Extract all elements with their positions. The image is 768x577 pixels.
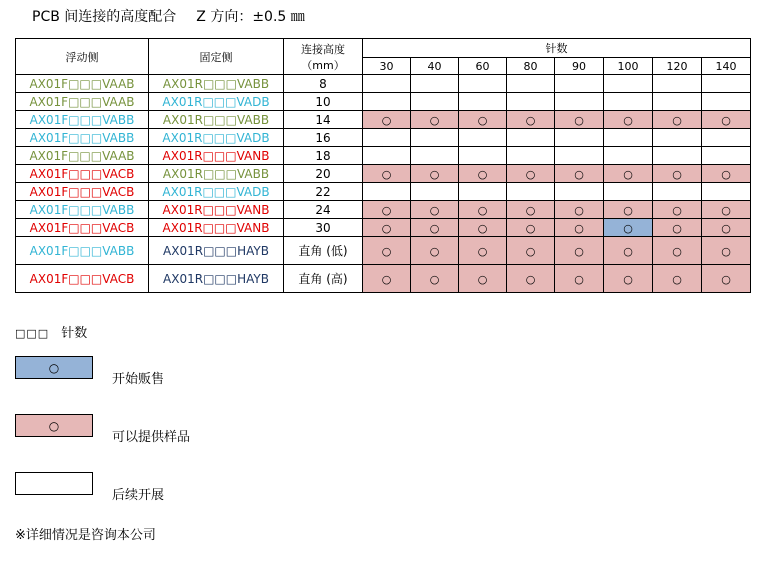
- page-title: [32, 6, 305, 26]
- availability-mark: ○: [381, 272, 392, 286]
- table-body: [16, 75, 751, 293]
- availability-mark: ○: [429, 272, 440, 286]
- pin-count-header: 40: [411, 58, 459, 75]
- availability-cell-sample: [604, 265, 653, 293]
- table-row: [16, 147, 751, 165]
- fixed-part-number: AX01R□□□VADB: [149, 183, 284, 201]
- height-matching-table: [15, 38, 751, 293]
- float-part-number: AX01F□□□VACB: [16, 165, 149, 183]
- availability-cell-empty: [411, 129, 459, 147]
- availability-cell-sample: [459, 111, 507, 129]
- availability-cell-empty: [604, 129, 653, 147]
- availability-cell-on-sale: [604, 219, 653, 237]
- availability-mark: ○: [623, 272, 633, 286]
- fixed-part-number: AX01R□□□VANB: [149, 147, 284, 165]
- availability-cell-empty: [459, 147, 507, 165]
- availability-mark: ○: [477, 113, 488, 127]
- table-row: [16, 165, 751, 183]
- float-part-number: AX01F□□□VABB: [16, 129, 149, 147]
- availability-mark: ○: [623, 113, 633, 127]
- fixed-part-number: AX01R□□□VANB: [149, 201, 284, 219]
- fixed-part-number: AX01R□□□HAYB: [149, 265, 284, 293]
- availability-mark: ○: [721, 272, 731, 286]
- availability-cell-sample: [653, 111, 702, 129]
- availability-mark: ○: [721, 203, 731, 217]
- availability-mark: ○: [672, 167, 682, 181]
- availability-cell-empty: [411, 147, 459, 165]
- availability-cell-empty: [411, 183, 459, 201]
- availability-mark: ○: [381, 203, 392, 217]
- connection-height: 14: [284, 111, 363, 129]
- availability-cell-empty: [653, 93, 702, 111]
- pin-count-header: 90: [555, 58, 604, 75]
- table-row: [16, 219, 751, 237]
- availability-mark: ○: [429, 203, 440, 217]
- availability-mark: ○: [721, 221, 731, 235]
- availability-cell-empty: [363, 183, 411, 201]
- title-main: PCB 间连接的高度配合: [32, 9, 177, 25]
- availability-cell-empty: [555, 75, 604, 93]
- table-row: [16, 111, 751, 129]
- availability-mark: ○: [721, 113, 731, 127]
- availability-cell-sample: [459, 237, 507, 265]
- availability-mark: ○: [477, 221, 488, 235]
- availability-cell-sample: [653, 237, 702, 265]
- availability-cell-sample: [411, 111, 459, 129]
- availability-mark: ○: [574, 203, 584, 217]
- availability-cell-sample: [604, 237, 653, 265]
- connection-height: 直角 (低): [284, 237, 363, 265]
- availability-cell-sample: [604, 111, 653, 129]
- availability-cell-empty: [459, 183, 507, 201]
- availability-mark: ○: [429, 167, 440, 181]
- availability-cell-sample: [702, 219, 751, 237]
- connection-height: 10: [284, 93, 363, 111]
- availability-mark: ○: [381, 113, 392, 127]
- availability-cell-sample: [555, 265, 604, 293]
- availability-mark: ○: [623, 244, 633, 258]
- availability-cell-empty: [555, 129, 604, 147]
- availability-mark: ○: [623, 203, 633, 217]
- availability-mark: ○: [574, 244, 584, 258]
- availability-cell-sample: [507, 165, 555, 183]
- availability-cell-sample: [604, 165, 653, 183]
- availability-cell-empty: [363, 75, 411, 93]
- availability-mark: ○: [381, 167, 392, 181]
- pin-count-header: 100: [604, 58, 653, 75]
- availability-cell-sample: [702, 165, 751, 183]
- fixed-part-number: AX01R□□□VABB: [149, 111, 284, 129]
- availability-mark: ○: [525, 221, 536, 235]
- availability-cell-sample: [507, 111, 555, 129]
- table-row: [16, 265, 751, 293]
- availability-cell-empty: [507, 183, 555, 201]
- table-row: [16, 201, 751, 219]
- availability-cell-sample: [702, 201, 751, 219]
- availability-mark: ○: [477, 244, 488, 258]
- availability-mark: ○: [721, 244, 731, 258]
- availability-cell-sample: [653, 201, 702, 219]
- connection-height: 20: [284, 165, 363, 183]
- availability-mark: ○: [429, 113, 440, 127]
- availability-mark: ○: [672, 203, 682, 217]
- float-part-number: AX01F□□□VAAB: [16, 75, 149, 93]
- availability-cell-sample: [363, 111, 411, 129]
- availability-cell-empty: [459, 129, 507, 147]
- legend-sample-label: 可以提供样品: [112, 430, 191, 445]
- availability-cell-sample: [507, 219, 555, 237]
- availability-cell-sample: [363, 219, 411, 237]
- connection-height: 18: [284, 147, 363, 165]
- availability-cell-empty: [363, 93, 411, 111]
- availability-mark: ○: [525, 203, 536, 217]
- availability-cell-sample: [411, 219, 459, 237]
- fixed-part-number: AX01R□□□VABB: [149, 75, 284, 93]
- availability-cell-empty: [555, 147, 604, 165]
- availability-cell-sample: [555, 237, 604, 265]
- pin-count-header: 30: [363, 58, 411, 75]
- connection-height: 30: [284, 219, 363, 237]
- availability-cell-empty: [702, 75, 751, 93]
- availability-cell-sample: [459, 265, 507, 293]
- availability-cell-sample: [507, 265, 555, 293]
- legend-future-swatch: [15, 472, 93, 495]
- availability-cell-empty: [604, 183, 653, 201]
- availability-mark: ○: [672, 113, 682, 127]
- float-part-number: AX01F□□□VAAB: [16, 147, 149, 165]
- availability-mark: ○: [477, 272, 488, 286]
- availability-cell-sample: [507, 201, 555, 219]
- availability-cell-empty: [653, 129, 702, 147]
- availability-mark: ○: [574, 113, 584, 127]
- fixed-part-number: AX01R□□□VABB: [149, 165, 284, 183]
- availability-cell-empty: [363, 129, 411, 147]
- availability-mark: ○: [623, 221, 633, 235]
- availability-cell-sample: [702, 237, 751, 265]
- availability-cell-empty: [604, 75, 653, 93]
- availability-cell-sample: [555, 165, 604, 183]
- availability-cell-empty: [411, 93, 459, 111]
- table-row: [16, 129, 751, 147]
- availability-mark: ○: [525, 113, 536, 127]
- legend-sample-swatch: [15, 414, 93, 437]
- availability-mark: ○: [381, 221, 392, 235]
- table-row: [16, 237, 751, 265]
- connection-height: 8: [284, 75, 363, 93]
- footnote: ※详细情况是咨询本公司: [15, 528, 156, 543]
- availability-cell-sample: [653, 165, 702, 183]
- availability-mark: ○: [525, 272, 536, 286]
- float-part-number: AX01F□□□VABB: [16, 237, 149, 265]
- availability-cell-sample: [653, 265, 702, 293]
- availability-cell-empty: [507, 129, 555, 147]
- pin-count-header: 140: [702, 58, 751, 75]
- availability-cell-empty: [653, 147, 702, 165]
- availability-cell-sample: [555, 219, 604, 237]
- legend-future-label: 后续开展: [112, 488, 165, 503]
- availability-cell-empty: [507, 93, 555, 111]
- fixed-part-number: AX01R□□□VANB: [149, 219, 284, 237]
- availability-cell-empty: [459, 93, 507, 111]
- legend-pins-label: 针数: [61, 326, 88, 341]
- availability-cell-empty: [604, 93, 653, 111]
- availability-cell-empty: [507, 75, 555, 93]
- availability-cell-sample: [363, 165, 411, 183]
- availability-mark: ○: [429, 221, 440, 235]
- float-part-number: AX01F□□□VABB: [16, 201, 149, 219]
- availability-cell-sample: [411, 237, 459, 265]
- availability-cell-empty: [653, 75, 702, 93]
- float-part-number: AX01F□□□VACB: [16, 265, 149, 293]
- availability-cell-sample: [555, 201, 604, 219]
- availability-cell-empty: [702, 147, 751, 165]
- availability-mark: ○: [672, 272, 682, 286]
- table-row: [16, 183, 751, 201]
- legend-on-sale-mark: ○: [48, 361, 60, 375]
- header-height-unit: （mm）: [301, 58, 345, 72]
- connection-height: 直角 (高): [284, 265, 363, 293]
- availability-cell-empty: [363, 147, 411, 165]
- header-fixed-side: 固定侧: [149, 39, 284, 75]
- legend-on-sale-swatch: [15, 356, 93, 379]
- legend-sample-mark: ○: [48, 419, 60, 433]
- availability-mark: ○: [574, 167, 584, 181]
- table-row: [16, 75, 751, 93]
- header-height-label: 连接高度: [301, 42, 345, 56]
- availability-cell-empty: [459, 75, 507, 93]
- legend-on-sale-label: 开始贩售: [112, 372, 165, 387]
- availability-cell-empty: [507, 147, 555, 165]
- availability-cell-empty: [702, 129, 751, 147]
- title-z-tolerance: Z 方向：±0.5 ㎜: [196, 9, 305, 25]
- availability-cell-empty: [604, 147, 653, 165]
- availability-cell-empty: [702, 93, 751, 111]
- connection-height: 24: [284, 201, 363, 219]
- availability-cell-sample: [702, 265, 751, 293]
- pin-count-header: 80: [507, 58, 555, 75]
- float-part-number: AX01F□□□VAAB: [16, 93, 149, 111]
- float-part-number: AX01F□□□VABB: [16, 111, 149, 129]
- pin-count-header: 60: [459, 58, 507, 75]
- availability-mark: ○: [721, 167, 731, 181]
- availability-mark: ○: [672, 221, 682, 235]
- header-float-side: 浮动侧: [16, 39, 149, 75]
- availability-mark: ○: [429, 244, 440, 258]
- availability-cell-sample: [653, 219, 702, 237]
- float-part-number: AX01F□□□VACB: [16, 183, 149, 201]
- header-height: [284, 39, 363, 75]
- availability-mark: ○: [574, 272, 584, 286]
- availability-cell-sample: [363, 201, 411, 219]
- fixed-part-number: AX01R□□□VADB: [149, 129, 284, 147]
- availability-mark: ○: [381, 244, 392, 258]
- float-part-number: AX01F□□□VACB: [16, 219, 149, 237]
- availability-cell-sample: [411, 165, 459, 183]
- availability-cell-empty: [702, 183, 751, 201]
- connection-height: 16: [284, 129, 363, 147]
- availability-cell-sample: [604, 201, 653, 219]
- availability-mark: ○: [477, 203, 488, 217]
- availability-mark: ○: [672, 244, 682, 258]
- availability-cell-sample: [555, 111, 604, 129]
- availability-mark: ○: [477, 167, 488, 181]
- table-row: [16, 93, 751, 111]
- availability-cell-sample: [363, 265, 411, 293]
- availability-cell-empty: [555, 183, 604, 201]
- availability-cell-empty: [411, 75, 459, 93]
- availability-cell-sample: [459, 219, 507, 237]
- legend-pins-boxes: □□□: [15, 327, 50, 340]
- availability-cell-sample: [507, 237, 555, 265]
- availability-cell-sample: [459, 201, 507, 219]
- pin-count-header: 120: [653, 58, 702, 75]
- availability-cell-sample: [411, 201, 459, 219]
- connection-height: 22: [284, 183, 363, 201]
- fixed-part-number: AX01R□□□HAYB: [149, 237, 284, 265]
- availability-mark: ○: [574, 221, 584, 235]
- availability-cell-sample: [702, 111, 751, 129]
- availability-cell-sample: [363, 237, 411, 265]
- availability-mark: ○: [525, 167, 536, 181]
- availability-mark: ○: [623, 167, 633, 181]
- availability-cell-sample: [459, 165, 507, 183]
- availability-cell-sample: [411, 265, 459, 293]
- availability-cell-empty: [555, 93, 604, 111]
- availability-mark: ○: [525, 244, 536, 258]
- fixed-part-number: AX01R□□□VADB: [149, 93, 284, 111]
- availability-cell-empty: [653, 183, 702, 201]
- legend-pins: [15, 322, 87, 341]
- header-pins: 针数: [363, 39, 751, 58]
